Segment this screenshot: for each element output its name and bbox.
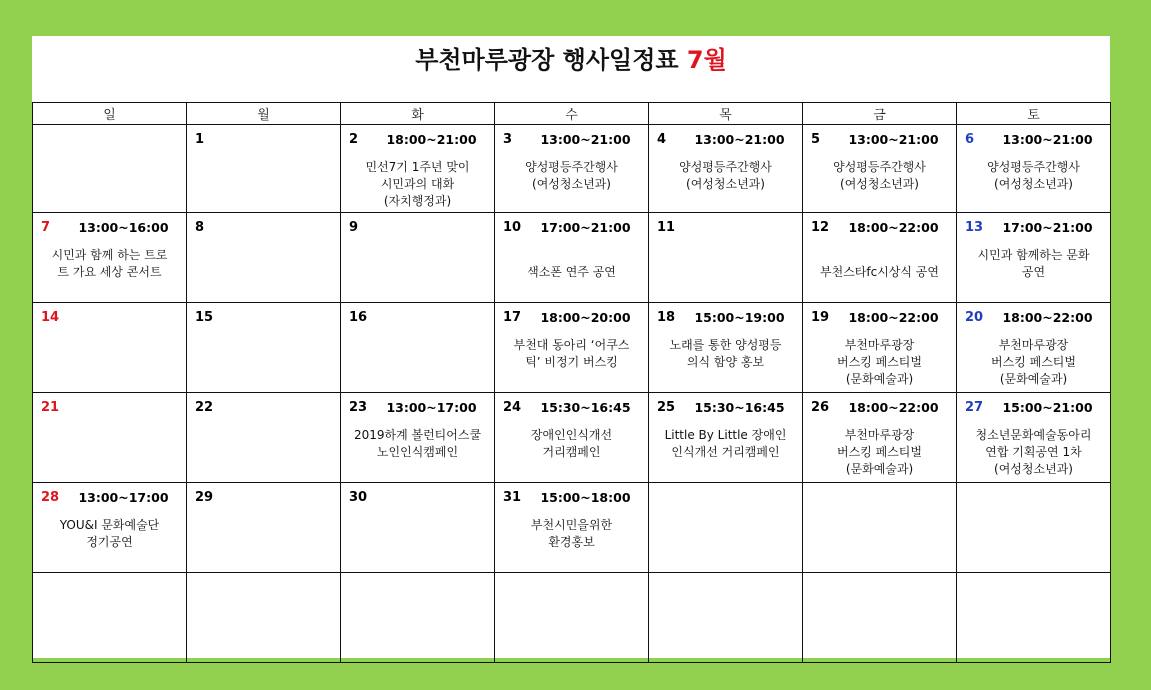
day-cell <box>957 125 1111 213</box>
day-cell-header <box>803 303 956 328</box>
day-number: 1 <box>195 131 205 147</box>
event-description <box>33 150 186 159</box>
day-number: 13 <box>965 219 984 235</box>
event-time: 18:00~21:00 <box>386 131 477 147</box>
day-cell-header <box>649 303 802 328</box>
day-cell <box>495 573 649 663</box>
day-cell-header <box>803 483 956 508</box>
event-description <box>803 508 956 517</box>
day-number: 5 <box>811 131 821 147</box>
event-time: 18:00~20:00 <box>540 309 631 325</box>
day-cell <box>649 303 803 393</box>
event-description: 장애인인식개선 거리캠페인 <box>530 428 613 459</box>
day-cell <box>649 393 803 483</box>
event-description: 부천대 동아리 ‘어쿠스 틱’ 비정기 버스킹 <box>513 338 630 369</box>
day-cell <box>957 483 1111 573</box>
event-description <box>341 238 494 247</box>
day-cell-header <box>957 573 1110 598</box>
day-cell-header <box>341 125 494 150</box>
day-number: 14 <box>41 309 60 325</box>
event-description: 양성평등주간행사 (여성청소년과) <box>525 160 618 191</box>
day-number: 23 <box>349 399 368 415</box>
day-cell-header <box>495 573 648 598</box>
event-description <box>957 598 1110 607</box>
event-description <box>33 328 186 337</box>
event-description: 부천마루광장 버스킹 페스티벌 (문화예술과) <box>991 338 1076 386</box>
day-cell-header <box>33 303 186 328</box>
event-time: 13:00~21:00 <box>848 131 939 147</box>
day-cell-header <box>33 393 186 418</box>
event-time: 15:30~16:45 <box>694 399 785 415</box>
day-cell-header <box>803 393 956 418</box>
day-cell-header <box>187 393 340 418</box>
day-number: 20 <box>965 309 984 325</box>
day-number: 16 <box>349 309 368 325</box>
event-description: 양성평등주간행사 (여성청소년과) <box>987 160 1080 191</box>
day-cell <box>33 303 187 393</box>
day-number: 12 <box>811 219 830 235</box>
event-time: 13:00~17:00 <box>386 399 477 415</box>
page-title <box>32 36 1110 104</box>
event-description <box>187 328 340 337</box>
day-cell <box>187 303 341 393</box>
event-description <box>33 418 186 427</box>
event-time: 18:00~22:00 <box>1002 309 1093 325</box>
event-description <box>187 238 340 247</box>
event-description <box>495 598 648 607</box>
day-cell <box>803 393 957 483</box>
event-time: 15:00~19:00 <box>694 309 785 325</box>
day-cell <box>187 213 341 303</box>
day-number: 26 <box>811 399 830 415</box>
day-cell <box>957 303 1111 393</box>
day-cell <box>803 125 957 213</box>
day-cell-header <box>649 213 802 238</box>
week-row <box>33 125 1111 213</box>
event-description: 청소년문화예술동아리 연합 기획공연 1차 (여성청소년과) <box>975 428 1092 476</box>
event-time: 17:00~21:00 <box>540 219 631 235</box>
day-cell <box>495 213 649 303</box>
day-cell-header <box>649 393 802 418</box>
event-description: Little By Little 장애인 인식개선 거리캠페인 <box>664 428 787 459</box>
day-number: 7 <box>41 219 51 235</box>
day-cell <box>649 573 803 663</box>
event-description: 색소폰 연주 공연 <box>527 265 616 279</box>
day-number: 31 <box>503 489 522 505</box>
day-number: 6 <box>965 131 975 147</box>
day-cell <box>649 213 803 303</box>
week-row <box>33 573 1111 663</box>
day-cell-header <box>803 573 956 598</box>
schedule-sheet <box>32 36 1110 658</box>
event-time: 15:30~16:45 <box>540 399 631 415</box>
day-cell <box>803 213 957 303</box>
event-description: 노래를 통한 양성평등 의식 함양 홍보 <box>669 338 782 369</box>
day-number: 17 <box>503 309 522 325</box>
day-cell-header <box>341 303 494 328</box>
day-cell-header <box>495 483 648 508</box>
day-cell <box>495 303 649 393</box>
day-cell <box>495 393 649 483</box>
day-cell <box>649 483 803 573</box>
day-cell <box>341 303 495 393</box>
weekday-fri: 금 <box>803 103 957 125</box>
day-cell <box>803 303 957 393</box>
event-time: 18:00~22:00 <box>848 309 939 325</box>
day-cell-header <box>341 483 494 508</box>
event-description <box>341 598 494 607</box>
day-number: 21 <box>41 399 60 415</box>
day-cell-header <box>649 573 802 598</box>
event-description <box>341 328 494 337</box>
event-description <box>803 598 956 607</box>
day-cell <box>33 573 187 663</box>
day-number: 19 <box>811 309 830 325</box>
day-number: 8 <box>195 219 205 235</box>
event-description <box>33 598 186 607</box>
event-time: 13:00~21:00 <box>1002 131 1093 147</box>
day-cell-header <box>649 483 802 508</box>
day-cell <box>187 393 341 483</box>
day-cell <box>803 573 957 663</box>
day-cell-header <box>33 483 186 508</box>
day-cell-header <box>495 303 648 328</box>
event-description: 시민과 함께하는 문화 공연 <box>977 248 1090 279</box>
day-number: 25 <box>657 399 676 415</box>
event-description <box>187 598 340 607</box>
event-time: 13:00~16:00 <box>78 219 169 235</box>
day-cell-header <box>187 125 340 150</box>
day-number: 11 <box>657 219 676 235</box>
event-description <box>649 238 802 247</box>
day-cell <box>33 393 187 483</box>
day-cell-header <box>495 213 648 238</box>
day-cell-header <box>957 125 1110 150</box>
event-description: 부천시민을위한 환경홍보 <box>530 518 613 549</box>
event-description <box>957 508 1110 517</box>
day-cell-header <box>33 125 186 150</box>
day-cell <box>957 393 1111 483</box>
day-cell <box>341 125 495 213</box>
day-cell <box>341 213 495 303</box>
event-description: 부천스타fc시상식 공연 <box>820 265 939 279</box>
day-cell-header <box>803 213 956 238</box>
day-number: 22 <box>195 399 214 415</box>
day-cell-header <box>957 213 1110 238</box>
day-cell <box>33 213 187 303</box>
event-description: 민선7기 1주년 맞이 시민과의 대화 (자치행정과) <box>365 160 470 208</box>
event-time: 18:00~22:00 <box>848 219 939 235</box>
day-number: 30 <box>349 489 368 505</box>
event-description: 양성평등주간행사 (여성청소년과) <box>833 160 926 191</box>
day-cell-header <box>803 125 956 150</box>
event-description <box>649 508 802 517</box>
day-cell <box>341 483 495 573</box>
event-time: 13:00~21:00 <box>540 131 631 147</box>
weekday-wed: 수 <box>495 103 649 125</box>
day-cell <box>187 573 341 663</box>
weekday-thu: 목 <box>649 103 803 125</box>
day-cell-header <box>495 125 648 150</box>
day-cell-header <box>957 483 1110 508</box>
day-number: 28 <box>41 489 60 505</box>
event-description: 2019하계 볼런티어스쿨 노인인식캠페인 <box>353 428 482 459</box>
day-number: 24 <box>503 399 522 415</box>
day-cell <box>341 573 495 663</box>
day-cell-header <box>957 303 1110 328</box>
week-row <box>33 213 1111 303</box>
day-number: 9 <box>349 219 359 235</box>
day-cell-header <box>957 393 1110 418</box>
day-number: 27 <box>965 399 984 415</box>
event-time: 13:00~21:00 <box>694 131 785 147</box>
day-number: 29 <box>195 489 214 505</box>
day-cell-header <box>341 393 494 418</box>
day-cell-header <box>33 213 186 238</box>
event-description <box>187 150 340 159</box>
day-number: 4 <box>657 131 667 147</box>
event-time: 15:00~21:00 <box>1002 399 1093 415</box>
day-cell <box>803 483 957 573</box>
day-cell <box>957 213 1111 303</box>
event-description <box>649 598 802 607</box>
day-cell <box>187 125 341 213</box>
day-cell-header <box>187 303 340 328</box>
event-description: 시민과 함께 하는 트로 트 가요 세상 콘서트 <box>51 248 168 279</box>
day-cell-header <box>495 393 648 418</box>
day-cell <box>33 483 187 573</box>
weekday-header-row <box>33 103 1111 125</box>
event-description: 부천마루광장 버스킹 페스티벌 (문화예술과) <box>837 428 922 476</box>
day-cell <box>649 125 803 213</box>
day-number: 3 <box>503 131 513 147</box>
weekday-sun: 일 <box>33 103 187 125</box>
day-cell-header <box>649 125 802 150</box>
event-description: 부천마루광장 버스킹 페스티벌 (문화예술과) <box>837 338 922 386</box>
week-row <box>33 483 1111 573</box>
day-number: 18 <box>657 309 676 325</box>
event-description: YOU&I 문화예술단 정기공연 <box>59 518 160 549</box>
day-cell-header <box>187 213 340 238</box>
calendar-table <box>32 102 1111 663</box>
event-time: 17:00~21:00 <box>1002 219 1093 235</box>
event-time: 18:00~22:00 <box>848 399 939 415</box>
day-cell-header <box>341 573 494 598</box>
week-row <box>33 303 1111 393</box>
event-time: 15:00~18:00 <box>540 489 631 505</box>
event-time: 13:00~17:00 <box>78 489 169 505</box>
day-cell <box>187 483 341 573</box>
title-text: 부천마루광장 행사일정표 <box>415 46 687 74</box>
event-description <box>187 418 340 427</box>
day-number: 15 <box>195 309 214 325</box>
event-description <box>187 508 340 517</box>
day-cell <box>495 125 649 213</box>
weekday-sat: 토 <box>957 103 1111 125</box>
day-cell <box>495 483 649 573</box>
weekday-mon: 월 <box>187 103 341 125</box>
event-description: 양성평등주간행사 (여성청소년과) <box>679 160 772 191</box>
day-cell-header <box>33 573 186 598</box>
day-cell <box>33 125 187 213</box>
title-month: 7월 <box>686 46 727 74</box>
day-cell <box>341 393 495 483</box>
day-number: 2 <box>349 131 359 147</box>
weekday-tue: 화 <box>341 103 495 125</box>
day-cell-header <box>187 573 340 598</box>
day-number: 10 <box>503 219 522 235</box>
day-cell-header <box>341 213 494 238</box>
week-row <box>33 393 1111 483</box>
day-cell-header <box>187 483 340 508</box>
day-cell <box>957 573 1111 663</box>
event-description <box>341 508 494 517</box>
